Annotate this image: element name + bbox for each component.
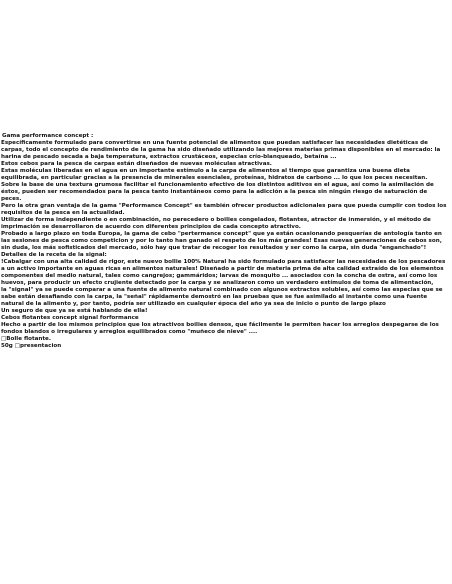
- section-title: Gama performance concept :: [2, 133, 94, 139]
- paragraph: Probado a largo plazo en toda Europa, la gama de cebo "pertermance concept" que ya están ocasionando pesquerías de antología tanto en las sesiones de pesca como competicion y por lo tanto han ganado el respeto de los más grandes! Esas nuevas generaciones de cebos son, sin duda, los más sofisticados del mercado, sólo hay que tratar de recoger los resultados y ser como la carpa, sin duda "enganchado"!: [1, 231, 442, 251]
- paragraph: !Cabalgar con una alta calidad de rigor, este nuevo bollie 100% Natural ha sido formulado para satisfacer las necesidades de los pescadores a un activo importante en aguas ricas en alimentos naturales! Diseñado a partir de materia prima de alta calidad extraído de los elementos componentes del medio natural, tales como cangrejos; gammáridos; larvas de mosquito ... asociados con la concha de ostra, así como los huevos, para producir un efecto crujiente detectado por la carpa y se analizaron como un verdadero estímulos de toma de alimentación,: [1, 259, 446, 286]
- paragraph: la "signal" ya se puede comparar a una fuente de alimento natural combinado con algunos extractos solubles, así como las especias que se sabe están desafiando con la carpa, la "señal" rápidamente demostró en las pruebas que se fue asimilado al instante como una fuente natural de la alimento y, por tanto, podría ser utilizado en cualquier época del año ya sea de inicio o punto de largo plazo: [1, 287, 443, 307]
- recipe-heading: Detalles de la receta de la signal:: [1, 252, 107, 258]
- paragraph: Hecho a partir de los mismos principios que los atractivos boilies densos, que fácilmente le permiten hacer los arreglos despegarse de los fondos blandos o irregulares y arreglos equilibrados como "muñeco de nieve" ....: [1, 322, 439, 335]
- presentation-line: 50g □presentacion: [1, 343, 62, 349]
- paragraph: Un seguro de que ya se está hablando de ella!: [1, 308, 148, 314]
- paragraph: Pero la otra gran ventaja de la gama "Performance Concept" es también ofrecer productos adicionales para que pueda cumplir con todos los requisitos de la pesca en la actualidad.: [1, 203, 447, 216]
- paragraph: Estos cebos para la pesca de carpas están diseñados de nuevas moléculas atractivas.: [1, 161, 272, 167]
- product-type-line: □Bolle flotante.: [1, 336, 51, 342]
- paragraph: Estas moléculas liberadas en el agua en un importante estímulo a la carpa de alimentos al tiempo que garantiza una buena dieta equilibrada, en particular gracias a la presencia de minerales esenciales, proteínas, hidratos de carbono ... lo que los peces necesitan.: [1, 168, 428, 181]
- floating-baits-heading: Cebos flotantes concept signal forformance: [1, 315, 139, 321]
- product-description: [1, 133, 449, 350]
- intro-paragraph: Específicamente formulado para convertirse en una fuente potencial de alimentos que puedan satisfacer las necesidades dietéticas de carpas, todo el concepto de rendimiento de la gama ha sido diseñado utilizando las mejores materias primas disponibles en el mercado: la harina de pescado secada a baja temperatura, extractos crustáceos, especias crío-blanqueado, betaína ...: [1, 140, 441, 160]
- paragraph: Sobre la base de una textura grumosa facilitar el funcionamiento efectivo de los distintos aditivos en el agua, así como la asimilación de éstos, pueden ser recomendados para la pesca tanto instantáneos como para la adicción a la pesca sin ningún riesgo de saturación de peces.: [1, 182, 434, 202]
- paragraph: Utilizar de forma independiente o en combinación, no perecedero o boilies congelados, flotantes, atractor de inmersión, y el método de imprimación se desarrollaron de acuerdo con diferentes principios de cada concepto atractivo.: [1, 217, 431, 230]
